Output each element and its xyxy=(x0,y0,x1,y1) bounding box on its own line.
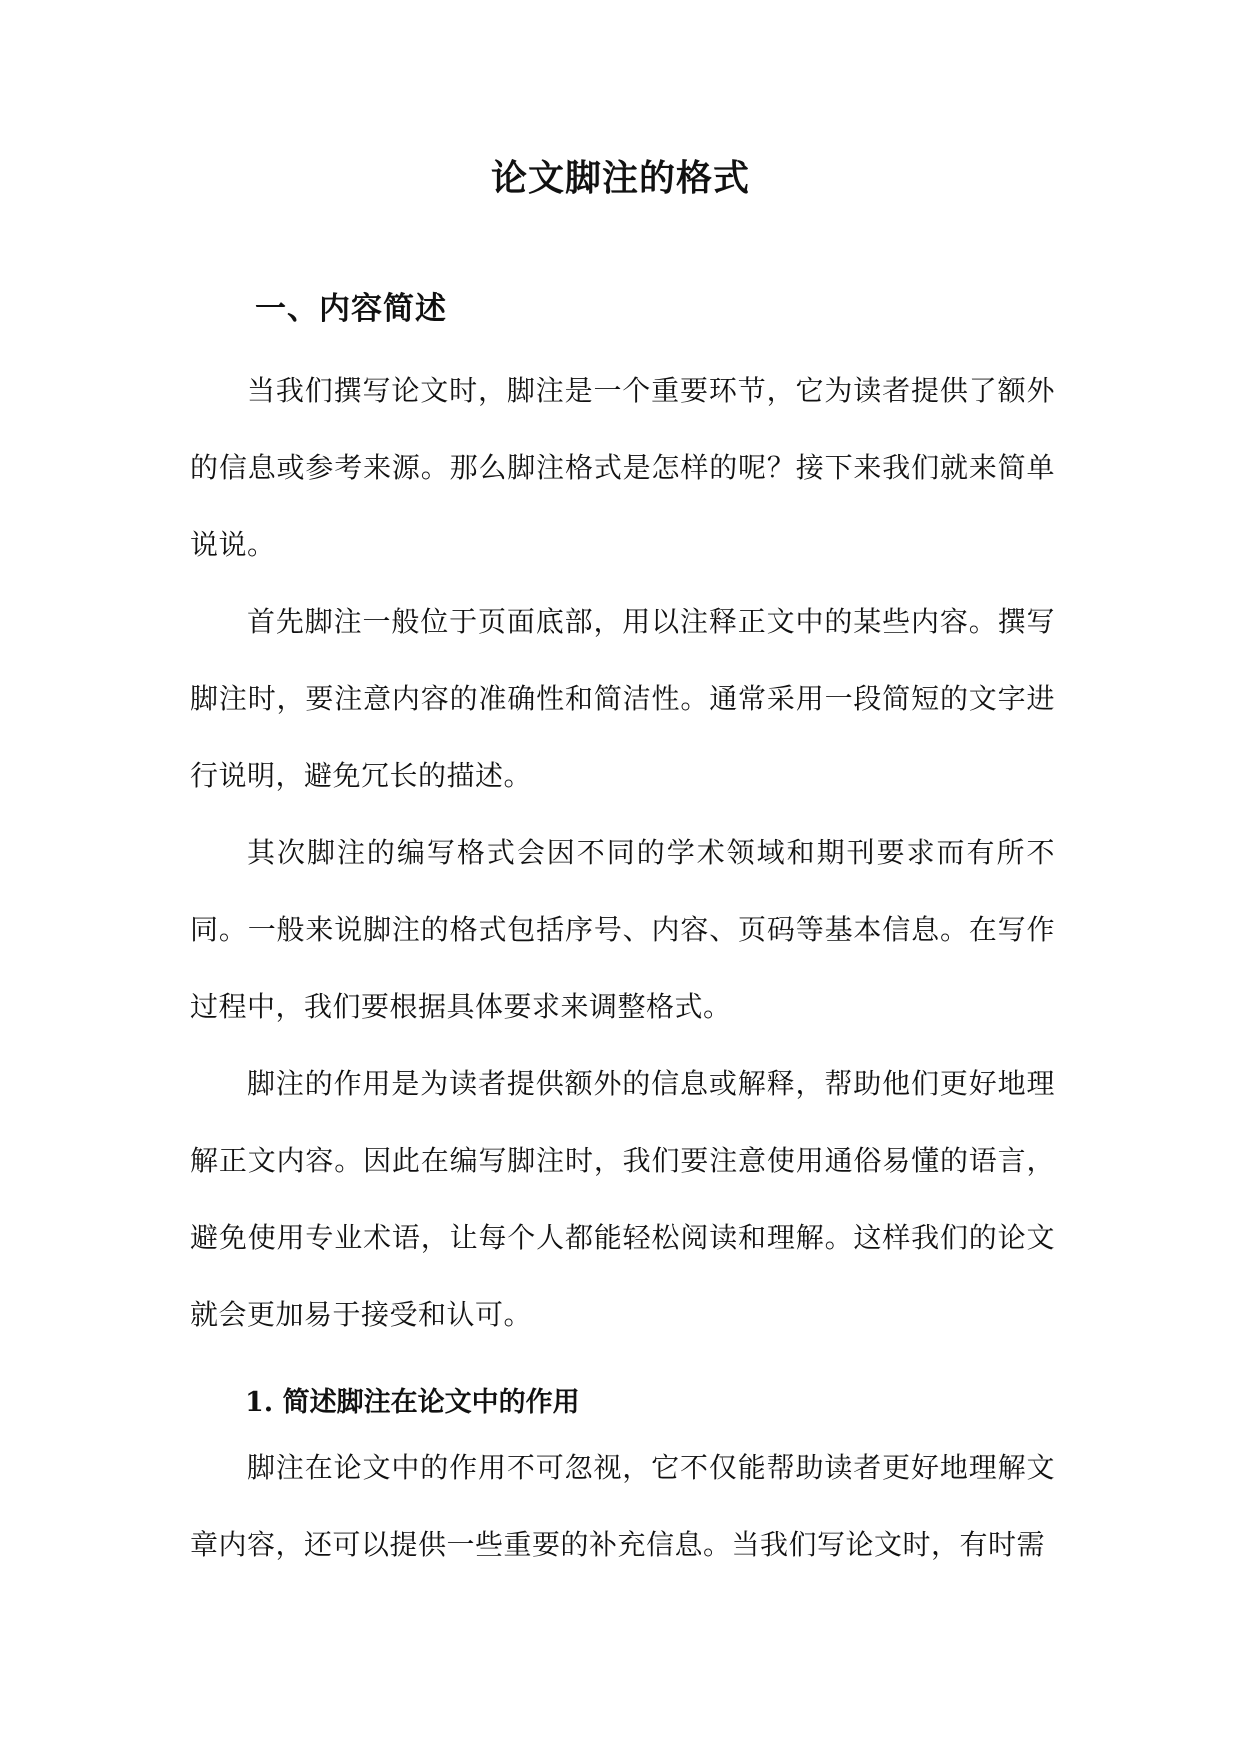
section-heading: 一、内容简述 xyxy=(255,291,447,327)
document-title: 论文脚注的格式 xyxy=(490,157,750,199)
body-paragraph: 首先脚注一般位于页面底部，用以注释正文中的某些内容。撰写脚注时，要注意内容的准确性和简洁性。通常采用一段简短的文字进行说明，避免冗长的描述。 xyxy=(190,605,1055,792)
subsection-heading: 1. 简述脚注在论文中的作用 xyxy=(245,1387,580,1418)
body-paragraph: 其次脚注的编写格式会因不同的学术领域和期刊要求而有所不同。一般来说脚注的格式包括序号、内容、页码等基本信息。在写作过程中，我们要根据具体要求来调整格式。 xyxy=(190,836,1055,1023)
body-paragraph: 脚注的作用是为读者提供额外的信息或解释，帮助他们更好地理解正文内容。因此在编写脚注时，我们要注意使用通俗易懂的语言，避免使用专业术语，让每个人都能轻松阅读和理解。这样我们的论文就会更加易于接受和认可。 xyxy=(190,1067,1055,1331)
subsection-paragraph: 脚注在论文中的作用不可忽视，它不仅能帮助读者更好地理解文章内容，还可以提供一些重要的补充信息。当我们写论文时，有时需 xyxy=(190,1451,1055,1561)
body-paragraph: 当我们撰写论文时，脚注是一个重要环节，它为读者提供了额外的信息或参考来源。那么脚注格式是怎样的呢？接下来我们就来简单说说。 xyxy=(190,374,1055,561)
